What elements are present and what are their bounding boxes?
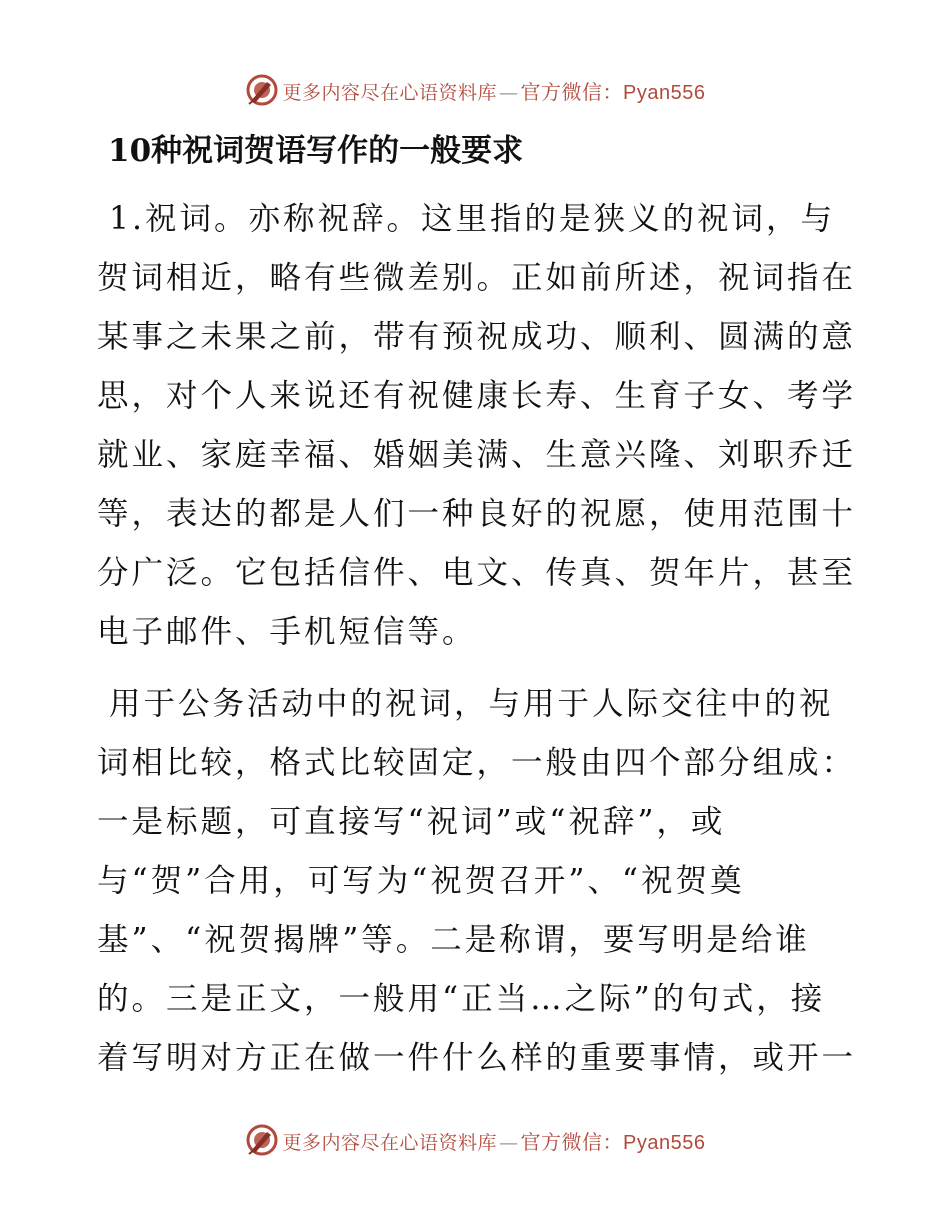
text-line: 等，表达的都是人们一种良好的祝愿，使用范围十 <box>97 496 857 532</box>
text-line: 思，对个人来说还有祝健康长寿、生育子女、考学 <box>97 378 857 414</box>
text-line: 分广泛。它包括信件、电文、传真、贺年片，甚至 <box>97 555 857 591</box>
header-watermark-banner <box>0 70 950 110</box>
footer-watermark-banner <box>0 1120 950 1160</box>
text-line: 1.祝词。亦称祝辞。这里指的是狭义的祝词，与 <box>109 201 836 237</box>
paragraph-2 <box>97 675 857 1088</box>
text-line: 基”、“祝贺揭牌”等。二是称谓，要写明是给谁 <box>97 922 810 958</box>
text-line: 着写明对方正在做一件什么样的重要事情，或开一 <box>97 1040 857 1076</box>
text-line: 电子邮件、手机短信等。 <box>97 614 477 650</box>
text-line: 一是标题，可直接写“祝词”或“祝辞”，或 <box>97 804 726 840</box>
text-line: 贺词相近，略有些微差别。正如前所述，祝词指在 <box>97 260 857 296</box>
brush-seal-logo-icon <box>245 1123 279 1157</box>
text-line: 就业、家庭幸福、婚姻美满、生意兴隆、刘职乔迁 <box>97 437 857 473</box>
brush-seal-logo-icon <box>245 73 279 107</box>
text-line: 与“贺”合用，可写为“祝贺召开”、“祝贺奠 <box>97 863 745 899</box>
text-line: 用于公务活动中的祝词，与用于人际交往中的祝 <box>109 686 834 722</box>
watermark-text: 更多内容尽在心语资料库 — 官方微信：Pyan556 <box>282 81 706 104</box>
watermark-text: 更多内容尽在心语资料库 — 官方微信：Pyan556 <box>282 1131 706 1154</box>
text-line: 词相比较，格式比较固定，一般由四个部分组成： <box>97 745 857 781</box>
text-line: 的。三是正文，一般用“正当…之际”的句式，接 <box>97 981 826 1017</box>
document-title: 10种祝词贺语写作的一般要求 <box>108 133 524 169</box>
text-line: 某事之未果之前，带有预祝成功、顺利、圆满的意 <box>97 319 857 355</box>
paragraph-1 <box>97 190 857 662</box>
